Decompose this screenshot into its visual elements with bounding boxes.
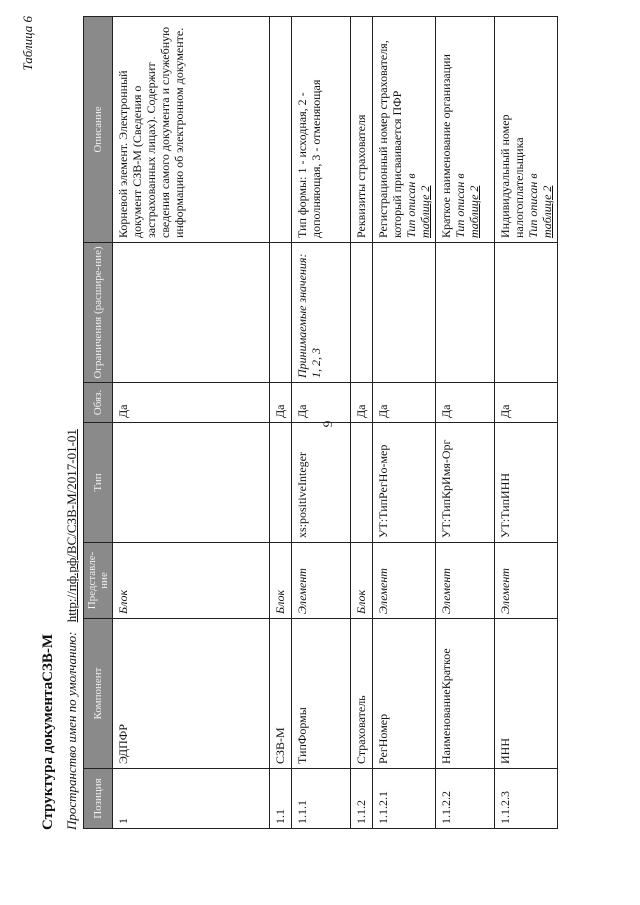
- cell-required: Да: [270, 383, 292, 423]
- cell-restrictions: [436, 243, 495, 383]
- type-table-reference[interactable]: таблице 2: [418, 185, 432, 238]
- cell-type: УТ:ТипКрИмя-Орг: [436, 423, 495, 543]
- cell-representation: Элемент: [495, 543, 558, 619]
- header-required: Обяз.: [84, 383, 113, 423]
- cell-required: Да: [436, 383, 495, 423]
- type-note: Тип описан в: [453, 173, 467, 238]
- cell-type: [270, 423, 292, 543]
- cell-required: Да: [373, 383, 436, 423]
- cell-representation: Элемент: [373, 543, 436, 619]
- cell-description: [270, 17, 292, 243]
- cell-representation: Элемент: [436, 543, 495, 619]
- table-row: [351, 17, 373, 829]
- cell-description: Реквизиты страхователя: [351, 17, 373, 243]
- table-row: [270, 17, 292, 829]
- cell-restrictions: Принимаемые значения: 1, 2, 3: [292, 243, 351, 383]
- cell-position: 1.1.2: [351, 769, 373, 829]
- cell-description: [436, 17, 495, 243]
- header-description: Описание: [84, 17, 113, 243]
- document-title: Структура документаСЗВ-М: [40, 633, 56, 830]
- header-restrictions: Ограничения (расшире-ние): [84, 243, 113, 383]
- cell-required: Да: [495, 383, 558, 423]
- cell-required: Да: [351, 383, 373, 423]
- type-note: Тип описан в: [404, 173, 418, 238]
- description-text: Регистрационный номер страхователя, который присваивается ПФР: [376, 40, 404, 238]
- cell-component: ЭДПФР: [113, 619, 270, 769]
- cell-component: НаименованиеКраткое: [436, 619, 495, 769]
- structure-table: [83, 16, 558, 829]
- description-text: Краткое наименование организации: [439, 54, 453, 238]
- cell-description: [495, 17, 558, 243]
- header-position: Позиция: [84, 769, 113, 829]
- cell-required: Да: [292, 383, 351, 423]
- header-type: Тип: [84, 423, 113, 543]
- cell-position: 1.1.2.2: [436, 769, 495, 829]
- cell-representation: Элемент: [292, 543, 351, 619]
- cell-description: Тип формы: 1 - исходная, 2 - дополняющая, 3 - отменяющая: [292, 17, 351, 243]
- cell-representation: Блок: [351, 543, 373, 619]
- cell-description: Корневой элемент. Электронный документ СЗВ-М (Сведения о застрахованных лицах). Содержит сведения самого документа и служебную информацию об электронном документе.: [113, 17, 270, 243]
- cell-position: 1.1.2.1: [373, 769, 436, 829]
- page-number: 9: [320, 420, 335, 428]
- cell-position: 1.1.2.3: [495, 769, 558, 829]
- type-note: Тип описан в: [526, 173, 540, 238]
- cell-restrictions: [351, 243, 373, 383]
- cell-type: УТ:ТипИНН: [495, 423, 558, 543]
- table-row: [436, 17, 495, 829]
- cell-component: СЗВ-М: [270, 619, 292, 769]
- cell-component: ИНН: [495, 619, 558, 769]
- cell-type: [351, 423, 373, 543]
- cell-position: 1.1.1: [292, 769, 351, 829]
- description-text: Индивидуальный номер налогоплательщика: [498, 114, 526, 238]
- table-row: [495, 17, 558, 829]
- header-component: Компонент: [84, 619, 113, 769]
- cell-type: УТ:ТипРегНо-мер: [373, 423, 436, 543]
- table-row: [292, 17, 351, 829]
- namespace-label: Пространство имен по умолчанию:: [64, 631, 79, 830]
- cell-component: Страхователь: [351, 619, 373, 769]
- cell-required: Да: [113, 383, 270, 423]
- namespace-link[interactable]: http://пф.рф/ВС/СЗВ-М/2017-01-01: [64, 429, 79, 623]
- cell-restrictions: [373, 243, 436, 383]
- table-row: [373, 17, 436, 829]
- cell-type: xs:positiveInteger: [292, 423, 351, 543]
- cell-restrictions: [495, 243, 558, 383]
- cell-position: 1.1: [270, 769, 292, 829]
- cell-position: 1: [113, 769, 270, 829]
- cell-restrictions: [270, 243, 292, 383]
- cell-component: ТипФормы: [292, 619, 351, 769]
- cell-type: [113, 423, 270, 543]
- cell-component: РегНомер: [373, 619, 436, 769]
- cell-representation: Блок: [113, 543, 270, 619]
- namespace-line: [64, 429, 80, 830]
- header-representation: Представле-ние: [84, 543, 113, 619]
- table-label: Таблица 6: [20, 16, 35, 71]
- cell-description: [373, 17, 436, 243]
- cell-restrictions: [113, 243, 270, 383]
- table-header-row: [84, 17, 113, 829]
- table-row: [113, 17, 270, 829]
- cell-representation: Блок: [270, 543, 292, 619]
- type-table-reference[interactable]: таблице 2: [467, 185, 481, 238]
- type-table-reference[interactable]: таблице 2: [540, 185, 554, 238]
